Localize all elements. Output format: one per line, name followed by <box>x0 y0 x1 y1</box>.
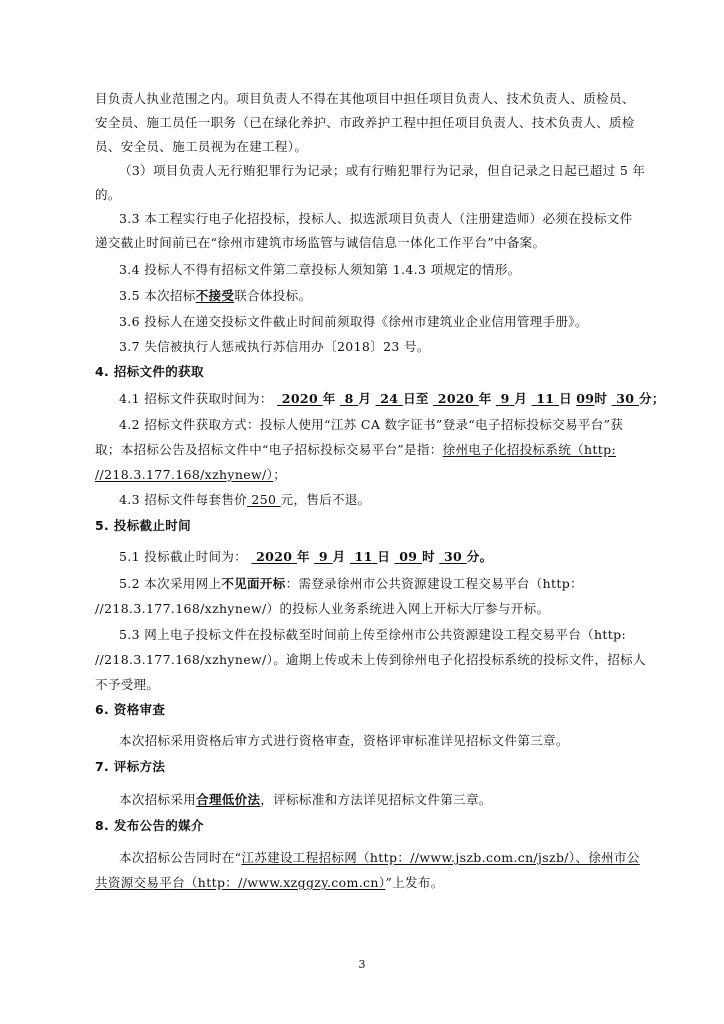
media-link[interactable]: 共资源交易平台（http：//www.xzggzy.com.cn） <box>95 875 386 890</box>
clause-4-2: 4.2 招标文件获取方式：投标人使用“江苏 CA 数字证书”登录“电子招标投标交易平台”获 <box>119 417 624 432</box>
clause-5-2-cont: //218.3.177.168/xzhynew/）的投标人业务系统进入网上开标大厅参与开标。 <box>95 601 550 616</box>
section-heading-8: 8. 发布公告的媒介 <box>95 818 204 833</box>
clause-5-3: 5.3 网上电子投标文件在投标截至时间前上传至徐州市公共资源建设工程交易平台（http: <box>119 627 627 642</box>
section-heading-7: 7. 评标方法 <box>95 759 166 774</box>
price-value: 250 <box>251 492 277 507</box>
date-value: 8 <box>344 391 354 406</box>
clause-4-2-cont: //218.3.177.168/xzhynew/）； <box>95 467 287 482</box>
section-heading-4: 4. 招标文件的获取 <box>95 364 204 379</box>
time-value: 09 <box>576 391 595 406</box>
clause-5-2: 5.2 本次采用网上不见面开标：需登录徐州市公共资源建设工程交易平台（http： <box>119 576 583 591</box>
time-value: 30 <box>616 391 635 406</box>
system-link[interactable]: //218.3.177.168/xzhynew/） <box>95 467 274 482</box>
clause-8-cont: 共资源交易平台（http：//www.xzggzy.com.cn）”上发布。 <box>95 875 444 890</box>
clause-3-7: 3.7 失信被执行人惩戒执行苏信用办〔2018〕23 号。 <box>119 339 430 354</box>
media-link[interactable]: 江苏建设工程招标网（http：//www.jszb.com.cn/jszb/）、徐州市公 <box>241 850 640 865</box>
clause-3-3-cont: 递交截止时间前已在“徐州市建筑市场监管与诚信信息一体化工作平台”中备案。 <box>95 235 546 250</box>
paragraph-line: 目负责人执业范围之内。项目负责人不得在其他项目中担任项目负责人、技术负责人、质检员、 <box>95 91 635 106</box>
date-value: 2020 <box>437 391 474 406</box>
paragraph-line: （3）项目负责人无行贿犯罪行为记录；或有行贿犯罪行为记录，但自记录之日起已超过 5 年 <box>119 163 646 178</box>
clause-5-3-cont: //218.3.177.168/xzhynew/）。逾期上传或未上传到徐州电子化招投标系统的投标文件，招标人 <box>95 652 646 667</box>
section-heading-6: 6. 资格审查 <box>95 702 166 717</box>
date-value: 2020 <box>281 391 318 406</box>
date-value: 9 <box>500 391 510 406</box>
date-value: 24 <box>380 391 399 406</box>
time-value: 09 <box>399 549 418 564</box>
page-number: 3 <box>358 958 366 971</box>
clause-3-4: 3.4 投标人不得有招标文件第二章投标人须知第 1.4.3 项规定的情形。 <box>119 262 521 277</box>
clause-3-5: 3.5 本次招标不接受联合体投标。 <box>119 288 312 303</box>
time-value: 30 <box>443 549 463 564</box>
clause-4-2-cont: 取；本招标公告及招标文件中“电子招标投标交易平台”是指：徐州电子化招投标系统（http: <box>95 442 617 457</box>
emphasis-text: 不见面开标 <box>221 576 286 591</box>
clause-8: 本次招标公告同时在“江苏建设工程招标网（http：//www.jszb.com.cn/jszb/）、徐州市公 <box>119 850 640 865</box>
date-value: 11 <box>354 549 373 564</box>
clause-5-1: 5.1 投标截止时间为： 2020 年 9 月 11 日 09 时 30 分。 <box>119 549 493 564</box>
clause-4-3: 4.3 招标文件每套售价 250 元，售后不退。 <box>119 492 371 507</box>
clause-5-3-cont: 不予受理。 <box>95 677 160 692</box>
clause-7: 本次招标采用合理低价法，评标标准和方法详见招标文件第三章。 <box>119 792 492 807</box>
paragraph-line: 安全员、施工员任一职务（已在绿化养护、市政养护工程中担任项目负责人、技术负责人、质检 <box>95 115 635 130</box>
clause-6: 本次招标采用资格后审方式进行资格审查，资格评审标准详见招标文件第三章。 <box>119 733 569 748</box>
clause-4-1: 4.1 招标文件获取时间为： 2020 年 8 月 24 日至 2020 年 9 月 11 日 09时 30 分； <box>119 391 665 406</box>
clause-3-3: 3.3 本工程实行电子化招投标，投标人、拟选派项目负责人（注册建造师）必须在投标文件 <box>119 211 633 226</box>
paragraph-line: 员、安全员、施工员视为在建工程）。 <box>95 139 308 154</box>
clause-3-6: 3.6 投标人在递交投标文件截止时间前须取得《徐州市建筑业企业信用管理手册》。 <box>119 314 588 329</box>
paragraph-line: 的。 <box>95 187 121 202</box>
system-link[interactable]: 徐州电子化招投标系统（http: <box>442 442 617 457</box>
date-value: 11 <box>536 391 555 406</box>
date-value: 2020 <box>256 549 293 564</box>
date-value: 9 <box>318 549 328 564</box>
emphasis-text: 不接受 <box>195 288 235 303</box>
emphasis-text: 合理低价法 <box>196 792 261 807</box>
section-heading-5: 5. 投标截止时间 <box>95 518 191 533</box>
